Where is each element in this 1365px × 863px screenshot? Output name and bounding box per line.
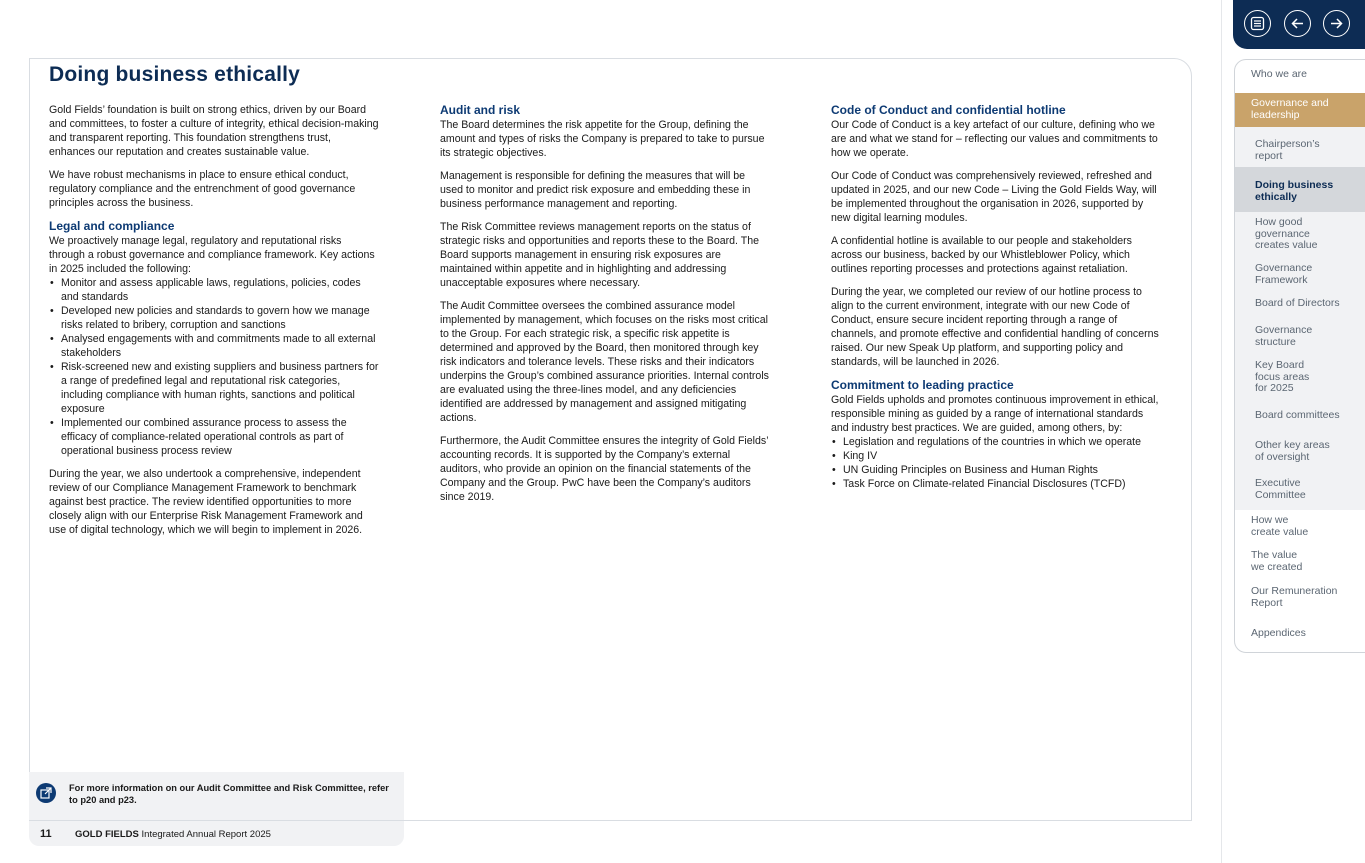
sidebar-divider [1221, 0, 1222, 863]
toc-item-other-key-areas[interactable] [1235, 440, 1365, 478]
column-1 [49, 103, 379, 546]
toc-item-label: Governance structure [1255, 324, 1313, 348]
list-item: • Monitor and assess applicable laws, regulations, policies, codes and standards [49, 276, 379, 304]
toc-item-appendices[interactable] [1235, 628, 1365, 644]
toc-item-chairpersons-report[interactable] [1235, 127, 1365, 167]
more-information-box [29, 772, 404, 820]
toc-item-label: Governance and leadership [1251, 97, 1329, 121]
toc-item-how-we-create-value[interactable] [1235, 515, 1365, 543]
toc-item-label: Appendices [1251, 627, 1306, 639]
contents-button[interactable] [1244, 10, 1271, 37]
toc-item-label: Board committees [1255, 409, 1340, 421]
toc-item-doing-business-ethically[interactable] [1235, 167, 1365, 212]
legal-compliance-heading: Legal and compliance [49, 219, 175, 233]
top-navigation [1233, 0, 1365, 49]
toc-item-label: Governance Framework [1255, 262, 1313, 286]
toc-item-board-committees[interactable] [1235, 404, 1365, 440]
page-title: Doing business ethically [49, 63, 301, 86]
arrow-left-icon [1290, 16, 1305, 31]
toc-item-board-of-directors[interactable] [1235, 290, 1365, 320]
contents-icon [1250, 16, 1265, 31]
toc-item-executive-committee[interactable] [1235, 478, 1365, 510]
list-item: • UN Guiding Principles on Business and Human Rights [831, 463, 1161, 477]
toc-item-label: Executive Committee [1255, 477, 1306, 501]
toc-item-label: Key Board focus areas for 2025 [1255, 359, 1310, 394]
footer-brand: GOLD FIELDS [75, 829, 139, 840]
list-item: • Legislation and regulations of the countries in which we operate [831, 435, 1161, 449]
intro-paragraph: Gold Fields’ foundation is built on strong ethics, driven by our Board and committees, to foster a culture of integrity, ethical decision-making and transparent reporting. This foundation strengthens trust, enhances our reputation and creates sustainable value. [49, 104, 379, 158]
toc-item-governance-structure[interactable] [1235, 320, 1365, 356]
risk-appetite-paragraph: The Board determines the risk appetite for the Group, defining the amount and types of risks the Company is prepared to take to pursue its strategic objectives. [440, 119, 765, 159]
toc-item-how-good-governance[interactable] [1235, 212, 1365, 254]
page-number: 11 [40, 828, 52, 840]
code-paragraph: Our Code of Conduct is a key artefact of our culture, defining who we are and what we stand for – reflecting our values and commitments to how we operate. [831, 119, 1158, 159]
toc-item-label: Chairperson’s report [1255, 138, 1320, 162]
toc-item-who-we-are[interactable] [1235, 69, 1365, 83]
toc-item-label: How good governance creates value [1255, 216, 1318, 251]
hotline-review-paragraph: During the year, we completed our review of our hotline process to align to the current environment, integrate with our new Code of Conduct, ensure secure incident reporting through a range of channels, and promote effective and confidential handling of concerns raised. Our new Speak Up platform, and supporting policy and standards, will be launched in 2026. [831, 286, 1159, 368]
toc-item-the-value-we-created[interactable] [1235, 550, 1365, 578]
audit-risk-heading: Audit and risk [440, 103, 521, 117]
management-paragraph: Management is responsible for defining the measures that will be used to monitor and predict risk exposure and embedding these in business performance management and reporting. [440, 170, 751, 210]
toc-item-governance-framework[interactable] [1235, 254, 1365, 290]
hotline-paragraph: A confidential hotline is available to our people and stakeholders across our business, backed by our Whistleblower Policy, which outlines reporting processes and protections against retaliation. [831, 235, 1132, 275]
toc-item-label: Board of Directors [1255, 297, 1340, 309]
mechanisms-paragraph: We have robust mechanisms in place to ensure ethical conduct, regulatory compliance and the entrenchment of good governance principles across the business. [49, 169, 356, 209]
column-2 [440, 103, 770, 513]
footer-report: Integrated Annual Report 2025 [141, 829, 271, 840]
list-item: • Implemented our combined assurance process to assess the efficacy of compliance-related operational controls as part of operational business process review [49, 416, 379, 458]
code-review-paragraph: Our Code of Conduct was comprehensively reviewed, refreshed and updated in 2025, and our new Code – Living the Gold Fields Way, will be implemented throughout the organisation in 2026, supported by new digital learning modules. [831, 170, 1157, 224]
next-page-button[interactable] [1323, 10, 1350, 37]
more-information-text[interactable]: For more information on our Audit Committee and Risk Committee, refer to p20 and p23. [69, 783, 389, 805]
previous-page-button[interactable] [1284, 10, 1311, 37]
toc-item-label: Other key areas of oversight [1255, 439, 1330, 463]
column-3 [831, 103, 1161, 500]
table-of-contents [1234, 59, 1365, 653]
toc-item-label: Doing business ethically [1255, 179, 1334, 203]
arrow-right-icon [1329, 16, 1344, 31]
guidance-list [831, 435, 1161, 491]
toc-item-key-board-focus-areas[interactable] [1235, 356, 1365, 404]
list-item: • King IV [831, 449, 1161, 463]
toc-item-label: Who we are [1251, 68, 1308, 80]
list-item: • Risk-screened new and existing suppliers and business partners for a range of predefined legal and reputational risk categories, including compliance with human rights, sanctions and political exposure [49, 360, 379, 416]
leading-practice-heading: Commitment to leading practice [831, 378, 1014, 392]
list-item: • Developed new policies and standards to govern how we manage risks related to bribery, corruption and sanctions [49, 304, 379, 332]
review-paragraph: During the year, we also undertook a comprehensive, independent review of our Compliance Management Framework to benchmark against best practice. The review identified opportunities to more closely align with our Enterprise Risk Management Framework and use of digital technology, which we will begin to implement in 2026. [49, 468, 363, 536]
toc-item-remuneration-report[interactable] [1235, 586, 1365, 614]
toc-item-governance-and-leadership[interactable] [1235, 93, 1365, 127]
code-of-conduct-heading: Code of Conduct and confidential hotline [831, 103, 1066, 117]
legal-actions-list [49, 276, 379, 458]
list-item: • Analysed engagements with and commitments made to all external stakeholders [49, 332, 379, 360]
auditors-paragraph: Furthermore, the Audit Committee ensures the integrity of Gold Fields’ accounting records. It is supported by the Company’s external auditors, who provide an opinion on the financial statements of the Company and the Group. PwC have been the Company’s auditors since 2019. [440, 435, 769, 503]
leading-practice-paragraph: Gold Fields upholds and promotes continuous improvement in ethical, responsible mining as guided by a range of international standards and industry best practices. We are guided, among others, by: [831, 394, 1159, 434]
toc-item-label: How we create value [1251, 514, 1309, 538]
footer-report-title [75, 829, 271, 840]
external-link-icon[interactable] [36, 783, 56, 803]
toc-item-label: Our Remuneration Report [1251, 585, 1338, 609]
toc-item-label: The value we created [1251, 549, 1303, 573]
risk-committee-paragraph: The Risk Committee reviews management reports on the status of strategic risks and opportunities and reports these to the Board. The Board supports management in ensuring risk exposures are maintained within appetite and in highlighting and addressing unacceptable exposures where necessary. [440, 221, 759, 289]
legal-paragraph: We proactively manage legal, regulatory and reputational risks through a robust governance and compliance framework. Key actions in 2025 included the following: [49, 235, 375, 275]
audit-committee-paragraph: The Audit Committee oversees the combined assurance model implemented by management, which focuses on the risks most critical to the Group. For each strategic risk, a specific risk appetite is determined and approved by the Board, then monitored through key risk indicators and tolerance levels. These risks and their indicators underpins the Group’s combined assurance priorities. Internal controls are evaluated using the three-lines model, and any deficiencies identified are addressed by management and assigned mitigating actions. [440, 300, 769, 424]
list-item: • Task Force on Climate-related Financial Disclosures (TCFD) [831, 477, 1161, 491]
